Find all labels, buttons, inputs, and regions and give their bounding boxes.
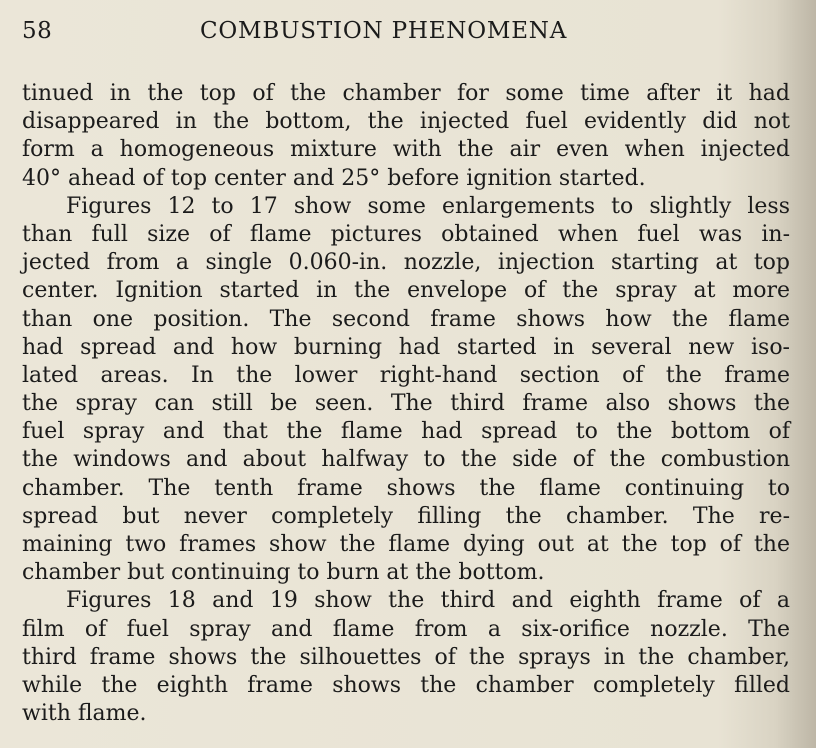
text-line: than full size of flame pictures obtained when fuel was in- [22, 221, 790, 247]
page-number: 58 [22, 18, 53, 44]
text-line: 40° ahead of top center and 25° before ignition started. [22, 165, 646, 191]
text-line: film of fuel spray and flame from a six-orifice nozzle. The [22, 616, 790, 642]
text-line: maining two frames show the flame dying out at the top of the [22, 532, 790, 557]
text-line: Figures 12 to 17 show some enlargements to slightly less [66, 193, 790, 219]
text-line: lated areas. In the lower right-hand section of the frame [22, 362, 790, 388]
text-line: Figures 18 and 19 show the third and eighth frame of a [66, 588, 790, 614]
running-head: COMBUSTION PHENOMENA [200, 18, 568, 44]
text-line: jected from a single 0.060-in. nozzle, injection starting at top [22, 250, 790, 276]
text-line: chamber. The tenth frame shows the flame continuing to [22, 475, 790, 501]
text-line: disappeared in the bottom, the injected fuel evidently did not [22, 109, 790, 135]
text-line: had spread and how burning had started in several new iso- [22, 334, 790, 360]
text-line: form a homogeneous mixture with the air even when injected [22, 137, 790, 163]
text-line: spread but never completely filling the chamber. The re- [22, 503, 790, 529]
text-line: the windows and about halfway to the side of the combustion [22, 447, 790, 473]
text-line: with flame. [22, 701, 147, 727]
text-line: than one position. The second frame shows how the flame [22, 306, 790, 332]
text-line: while the eighth frame shows the chamber completely filled [22, 672, 790, 698]
text-line: third frame shows the silhouettes of the sprays in the chamber, [22, 644, 790, 670]
text-line: the spray can still be seen. The third frame also shows the [22, 391, 790, 417]
text-line: tinued in the top of the chamber for some time after it had [22, 81, 790, 106]
text-line: chamber but continuing to burn at the bottom. [22, 560, 545, 586]
text-line: center. Ignition started in the envelope of the spray at more [22, 278, 790, 304]
text-line: fuel spray and that the flame had spread to the bottom of [22, 419, 790, 445]
body-text [22, 80, 790, 728]
page-header [22, 14, 792, 48]
